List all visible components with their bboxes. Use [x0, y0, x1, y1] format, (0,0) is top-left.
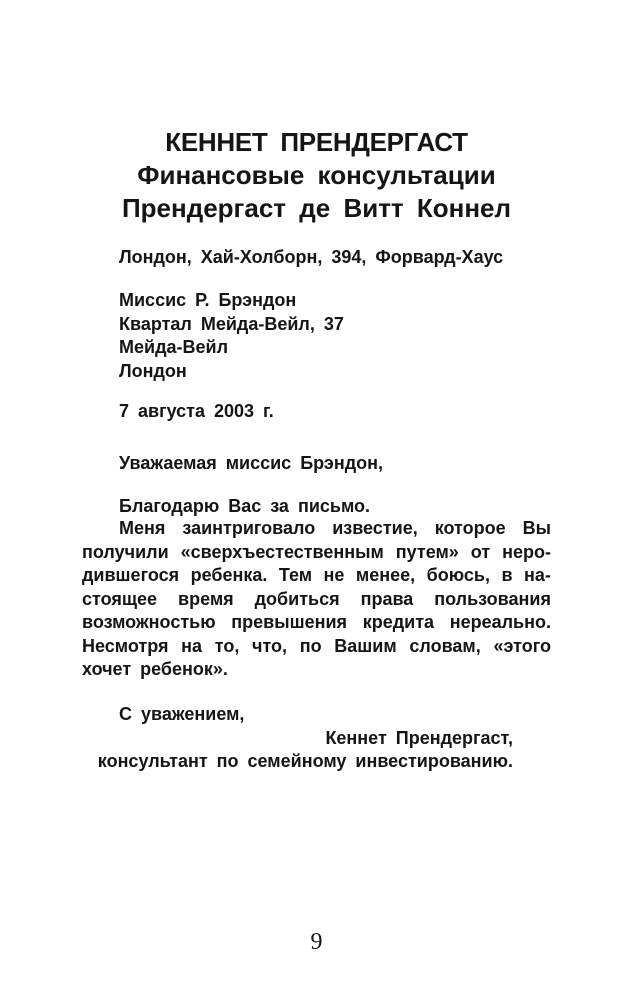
letterhead-name: КЕННЕТ ПРЕНДЕРГАСТ	[165, 127, 468, 157]
recipient-line: Мейда-Вейл	[119, 337, 229, 357]
word: не	[323, 565, 345, 585]
word: Несмотря	[82, 635, 169, 656]
paragraph-line	[82, 611, 551, 635]
letterhead-firm-line-2: Прендергаст де Витт Коннел	[121, 193, 512, 223]
word: Вы	[522, 518, 551, 538]
word: пользования	[434, 588, 551, 609]
word: в	[501, 565, 513, 585]
word: путем»	[395, 541, 459, 562]
word: ребенка.	[190, 565, 268, 585]
word: на-	[524, 565, 551, 585]
letterhead	[0, 126, 633, 225]
word: на	[181, 635, 203, 656]
word: «этого	[493, 635, 551, 656]
paragraph-line	[82, 588, 551, 612]
word: Тем	[278, 565, 313, 585]
sender-address-block	[82, 246, 551, 270]
word: Меня	[119, 518, 166, 538]
word: известие,	[332, 518, 418, 538]
page-number: 9	[310, 929, 323, 955]
word: нереально.	[449, 612, 551, 632]
recipient-address	[82, 289, 551, 383]
word: то,	[214, 635, 240, 656]
word: стоящее	[82, 588, 158, 609]
word: словам,	[409, 635, 481, 656]
paragraph-line	[82, 541, 551, 565]
word: время	[178, 588, 234, 609]
letterhead-firm-line-1: Финансовые консультации	[137, 160, 496, 190]
word: дившегося	[82, 565, 180, 585]
word: менее,	[355, 565, 416, 585]
body-thanks-line: Благодарю Вас за письмо.	[119, 496, 371, 516]
letter-date-block	[82, 400, 551, 424]
body-paragraph	[82, 517, 551, 682]
signature-name: Кеннет Прендергаст,	[325, 727, 513, 748]
word: которое	[434, 518, 506, 538]
word: заинтриговало	[182, 518, 316, 538]
closing	[82, 703, 551, 774]
paragraph-line	[82, 635, 551, 659]
signature-title: консультант по семейному инвестированию.	[97, 751, 513, 771]
paragraph-line: хочет ребенок».	[82, 659, 228, 679]
word: Вашим	[334, 635, 397, 656]
word: возможностью	[82, 612, 216, 632]
word: «сверхъестественным	[180, 541, 384, 562]
word: от	[470, 541, 491, 562]
word: добиться	[254, 588, 340, 609]
word: неро-	[502, 541, 551, 562]
paragraph-line	[82, 564, 551, 588]
letter-date: 7 августа 2003 г.	[119, 401, 274, 421]
sender-address: Лондон, Хай-Холборн, 394, Форвард-Хаус	[119, 247, 504, 267]
word: превышения	[231, 612, 348, 632]
body-thanks-block	[82, 495, 551, 519]
word: что,	[252, 635, 288, 656]
word: боюсь,	[426, 565, 490, 585]
word: права	[360, 588, 414, 609]
paragraph-line	[82, 517, 551, 541]
word: по	[299, 635, 322, 656]
word: получили	[82, 541, 169, 562]
complimentary-close: С уважением,	[119, 704, 245, 724]
recipient-line: Лондон	[119, 360, 187, 381]
salutation: Уважаемая миссис Брэндон,	[119, 453, 383, 473]
recipient-line: Квартал Мейда-Вейл, 37	[119, 313, 344, 334]
word: кредита	[362, 612, 435, 632]
recipient-line: Миссис Р. Брэндон	[119, 290, 297, 310]
salutation-block	[82, 452, 551, 476]
